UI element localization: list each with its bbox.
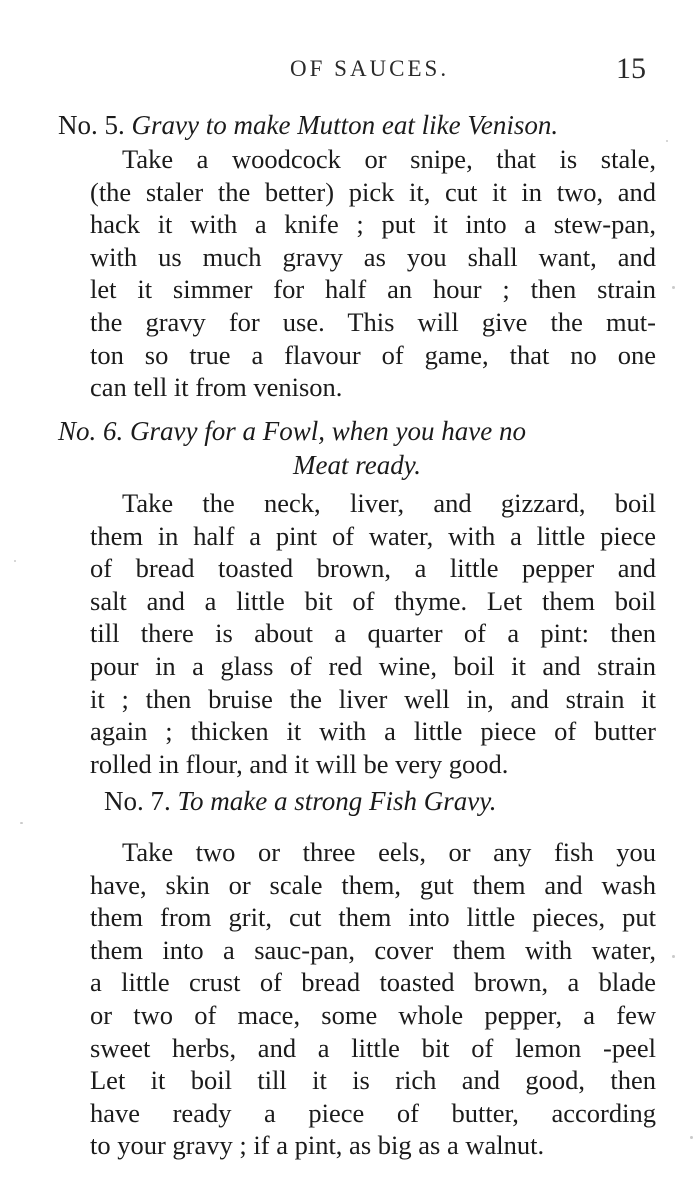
recipe-heading-no6-continued bbox=[58, 448, 656, 483]
text-line: them in half a pint of water, with a little piece bbox=[90, 520, 656, 551]
running-head: OF SAUCES. bbox=[290, 56, 450, 81]
recipe-title: To make a strong Fish Gravy. bbox=[177, 786, 497, 816]
text-line: or two of mace, some whole pepper, a few bbox=[90, 999, 656, 1030]
text-line: it ; then bruise the liver well in, and strain it bbox=[90, 683, 656, 714]
text-line: Take two or three eels, or any fish you bbox=[122, 837, 656, 867]
text-line: of bread toasted brown, a little pepper and bbox=[90, 553, 656, 584]
recipe-number: No. 5. bbox=[58, 110, 125, 140]
print-speckle bbox=[20, 822, 23, 824]
text-line: again ; thicken it with a little piece of butter bbox=[90, 716, 656, 747]
text-line: hack it with a knife ; put it into a stew-pan, bbox=[90, 209, 656, 240]
recipe-number: No. 7. bbox=[104, 786, 171, 816]
text-line: the gravy for use. This will give the mut- bbox=[90, 306, 656, 337]
recipe-title-line: Meat ready. bbox=[293, 450, 421, 480]
text-line: salt and a little bit of thyme. Let them boil bbox=[90, 585, 656, 616]
text-line: have, skin or scale them, gut them and wash bbox=[90, 869, 656, 900]
recipe-heading-no5 bbox=[58, 108, 656, 143]
text-line: rolled in flour, and it will be very good. bbox=[90, 748, 509, 779]
print-speckle bbox=[690, 1136, 693, 1139]
text-line: ton so true a flavour of game, that no one bbox=[90, 339, 656, 370]
recipe-body-no5 bbox=[58, 143, 656, 404]
recipe-title-line: No. 6. Gravy for a Fowl, when you have no bbox=[58, 416, 526, 446]
print-speckle bbox=[666, 140, 668, 142]
recipe-body-no7 bbox=[58, 836, 656, 1162]
print-speckle bbox=[14, 560, 16, 562]
text-line: Take the neck, liver, and gizzard, boil bbox=[122, 488, 656, 518]
text-line: a little crust of bread toasted brown, a blade bbox=[90, 967, 656, 998]
recipe-heading-no6 bbox=[58, 414, 656, 449]
text-line: to your gravy ; if a pint, as big as a walnut. bbox=[90, 1130, 545, 1161]
text-line: pour in a glass of red wine, boil it and strain bbox=[90, 650, 656, 681]
page-number: 15 bbox=[616, 52, 646, 85]
text-line: (the staler the better) pick it, cut it in two, and bbox=[90, 176, 656, 207]
text-line: Let it boil till it is rich and good, then bbox=[90, 1065, 656, 1096]
text-line: let it simmer for half an hour ; then strain bbox=[90, 274, 656, 305]
text-line: till there is about a quarter of a pint: then bbox=[90, 618, 656, 649]
text-line: with us much gravy as you shall want, and bbox=[90, 241, 656, 272]
recipe-body-no6 bbox=[58, 487, 656, 780]
text-line: can tell it from venison. bbox=[90, 372, 343, 403]
text-line: have ready a piece of butter, according bbox=[90, 1097, 656, 1128]
print-speckle bbox=[672, 286, 675, 289]
print-speckle bbox=[672, 955, 675, 958]
recipe-title: Gravy to make Mutton eat like Venison. bbox=[131, 110, 559, 140]
recipe-heading-no7 bbox=[58, 784, 700, 819]
text-line: Take a woodcock or snipe, that is stale, bbox=[122, 144, 656, 174]
text-line: sweet herbs, and a little bit of lemon -peel bbox=[90, 1032, 656, 1063]
text-line: them from grit, cut them into little pieces, put bbox=[90, 902, 656, 933]
text-line: them into a sauc-pan, cover them with water, bbox=[90, 934, 656, 965]
print-speckle bbox=[640, 60, 642, 62]
